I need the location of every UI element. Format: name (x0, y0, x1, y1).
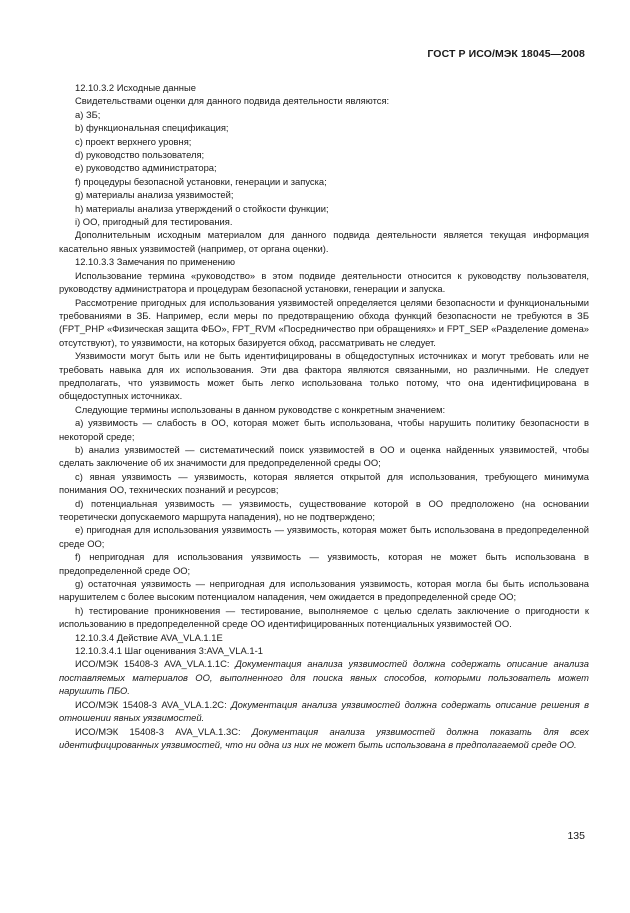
term-definition: d) потенциальная уязвимость — уязвимость, существование которой в ОО предположено (на основании теоретически допускаемого маршрута нападения), но не подтверждено; (59, 497, 589, 522)
evidence-list (59, 108, 589, 229)
requirement-c1 (59, 657, 589, 697)
requirement-label: ИСО/МЭК 15408-3 AVA_VLA.1.3C: (75, 725, 241, 737)
list-item: b) функциональная спецификация; (75, 122, 229, 134)
paragraph: Рассмотрение пригодных для использования уязвимостей определяется целями безопасности и функциональными требованиями в ЗБ. Например, если меры по предотвращению обхода функций безопасности не требуются в ЗБ (FPT_PHP «Физическая защита ФБО», FPT_RVM «Посредничество при обращениях» и FPT_SEP «Разделение домена» отсутствуют), то уязвимости, на которых базируется обход, рассматривать не следует. (59, 296, 589, 348)
requirement-label: ИСО/МЭК 15408-3 AVA_VLA.1.1C: (75, 658, 230, 670)
list-item: f) процедуры безопасной установки, генерации и запуска; (75, 175, 327, 187)
section-heading-application-notes: 12.10.3.3 Замечания по применению (75, 256, 236, 268)
requirement-c2 (59, 698, 589, 725)
list-item: c) проект верхнего уровня; (75, 135, 192, 147)
requirement-text: Документация анализа уязвимостей должна содержать описание анализа поставляемых материалов ОО, выполненного для поиска явных способов, которыми пользователь может нарушить ПБО. (59, 658, 589, 697)
section-heading-action: 12.10.3.4 Действие AVA_VLA.1.1E (75, 631, 223, 643)
list-item: i) ОО, пригодный для тестирования. (75, 216, 233, 228)
list-item: е) руководство администратора; (75, 162, 217, 174)
term-definition: b) анализ уязвимостей — систематический поиск уязвимостей в ОО и оценка найденных уязвимостей, чтобы сделать заключение об их значимости для предопределенной среды ОО; (59, 443, 589, 469)
section-heading-input-data: 12.10.3.2 Исходные данные (75, 82, 196, 93)
list-item: d) руководство пользователя; (75, 149, 205, 161)
requirement-text: Документация анализа уязвимостей должна содержать описание решения в отношении явных уязвимостей. (59, 698, 590, 724)
term-definition: е) пригодная для использования уязвимость — уязвимость, которая может быть использована в предопределенной среде ОО; (59, 524, 589, 549)
term-definition: а) уязвимость — слабость в ОО, которая может быть использована, чтобы нарушить политику безопасности в некоторой среде; (59, 417, 589, 442)
term-definition: c) явная уязвимость — уязвимость, которая является открытой для использования, требующего минимума понимания ОО, технических познаний и ресурсов; (59, 470, 589, 496)
page-number: 135 (567, 830, 585, 842)
paragraph: Следующие термины использованы в данном руководстве с конкретным значением: (75, 403, 446, 415)
term-definition: g) остаточная уязвимость — непригодная для использования уязвимость, которая могла бы быть использована нарушителем с более высоким потенциалом нападения, чем ожидается в предопределенной среде ОО; (59, 578, 589, 603)
paragraph: Уязвимости могут быть или не быть идентифицированы в общедоступных источниках и могут требовать или не требовать навыка для их использования. Эти два фактора являются связанными, но различными. Не следует предполагать, что уязвимость может быть легко использована только потому, что она идентифицирована в общедоступных источниках. (59, 350, 589, 402)
term-definition: f) непригодная для использования уязвимость — уязвимость, которая не может быть использована в предопределенной среде ОО; (59, 551, 589, 576)
evidence-intro: Свидетельствами оценки для данного подвида деятельности являются: (75, 95, 390, 107)
paragraph: Использование термина «руководство» в этом подвиде деятельности относится к руководству пользователя, руководству администратора и процедурам безопасной установки, генерации и запуска. (59, 269, 589, 295)
list-item: а) ЗБ; (75, 108, 101, 120)
requirement-c3 (59, 725, 589, 752)
requirement-label: ИСО/МЭК 15408-3 AVA_VLA.1.2C: (75, 698, 227, 710)
list-item: h) материалы анализа утверждений о стойкости функции; (75, 202, 329, 214)
evaluation-step: 12.10.3.4.1 Шаг оценивания 3:AVA_VLA.1-1 (75, 645, 263, 657)
page-body (59, 81, 589, 751)
requirement-text: Документация анализа уязвимостей должна показать для всех идентифицированных уязвимостей, что ни одна из них не может быть использована в предполагаемой среде ОО. (59, 725, 589, 750)
term-definition: h) тестирование проникновения — тестирование, выполняемое с целью сделать заключение о пригодности к использованию в предопределенной среде ОО идентифицированных потенциальных уязвимостей ОО. (59, 604, 589, 630)
additional-input-paragraph: Дополнительным исходным материалом для данного подвида деятельности является текущая информация касательно явных уязвимостей (например, от органа оценки). (59, 229, 589, 254)
standard-header: ГОСТ Р ИСО/МЭК 18045—2008 (427, 48, 585, 60)
list-item: g) материалы анализа уязвимостей; (75, 189, 234, 201)
